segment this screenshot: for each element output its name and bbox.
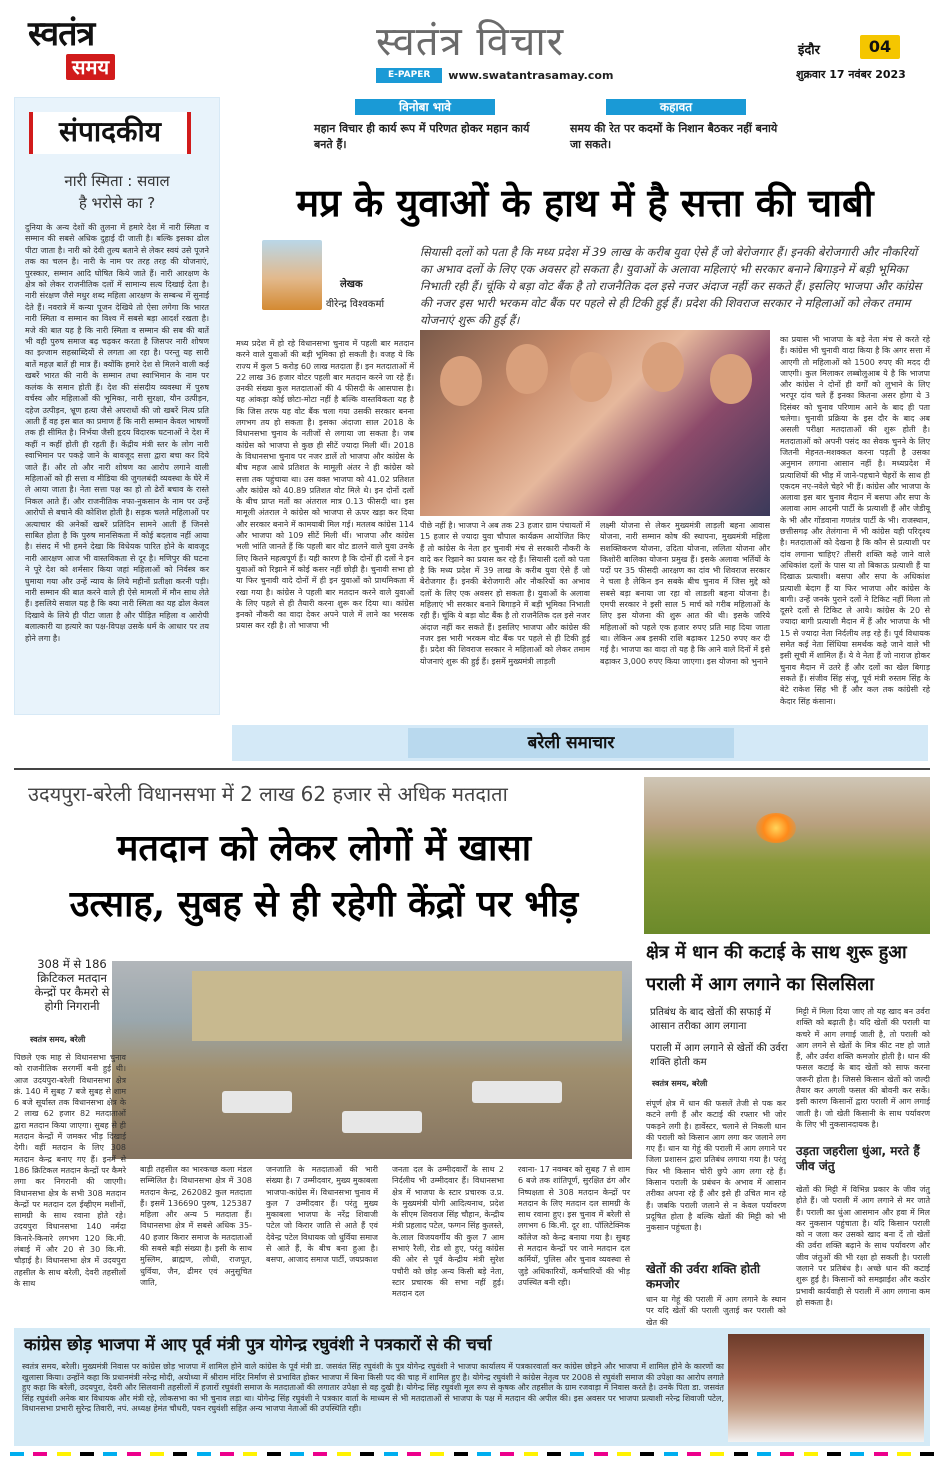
stubble-fire-photo[interactable] <box>644 777 930 934</box>
stubble-column-1: संपूर्ण क्षेत्र में धान की फसलें तेजी से पक कर कटने लगी हैं और कटाई की रफ्तार भी जोर पकड़ने लगी है। हार्वेस्टर, चलाने से निकली धान की पराली को किसान आग लगा कर जलाने लग गए हैं। धान या गेहूं की पराली में आग लगाने पर जिला प्रशासन द्वारा प्रतिबंध लगाया गया है। परंतु फिर भी किसान चोरी छुपे आग लगा रहे हैं। किसान पराली के प्रबंधन के अभाव में आसान तरीका अपना रहे हैं और इसे ही उचित मान रहे हैं। जबकि पराली जलाने से न केवल पर्यावरण प्रदूषित होता है बल्कि खेतों की मिट्टी को भी नुकसान पहुंचता है। <box>646 1099 786 1233</box>
registration-mark <box>337 1452 351 1456</box>
bottom-headline[interactable]: कांग्रेस छोड़ भाजपा में आए पूर्व मंत्री पुत्र योगेन्द्र रघुवंशी ने पत्रकारों से की चर्चा <box>24 1335 492 1354</box>
photo-vehicle <box>342 1111 422 1133</box>
registration-mark <box>80 1452 94 1456</box>
quote-tag: कहावत <box>606 99 746 115</box>
photo-vehicle <box>222 1091 292 1113</box>
registration-mark <box>780 1452 794 1456</box>
bareli-column-5: रवाना- 17 नवम्बर को सुबह 7 से शाम 6 बजे तक शांतिपूर्ण, सुरक्षित ढंग और निष्पक्षता से 308 मतदान केन्द्रों पर मतदान के लिए मतदान दल सामग्री के साथ रवाना हुए। इस चुनाव में बरेली से लगभग 6 कि.मी. दूर शा. पॉलिटेक्निक कॉलेज को केन्द्र बनाया गया है। सुबह से मतदान केन्द्रों पर जाने मतदान दल कर्मियों, पुलिस और चुनाव व्यवस्था से जुड़े अधिकारियों, कर्मचारियों की भीड़ उपस्थित बनी रही। <box>518 1165 630 1287</box>
author-photo <box>262 240 322 310</box>
registration-mark <box>617 1452 631 1456</box>
main-story-column-4: का प्रयास भी भाजपा के बड़े नेता मंच से करते रहे हैं। कांग्रेस भी चुनावी वादा किया है कि अगर सत्ता में आएगी तो महिलाओं को 1500 रुपए की मदद दी जाएगी। कुल मिलाकर लब्बोलुआब ये है कि भाजपा और कांग्रेस ने दोनों ही वर्गों को लुभाने के लिए भरपूर दांव चले हैं इनका कितना असर होगा ये 3 दिसंबर को चुनाव परिणाम आने के बाद ही पता चलेगा। चुनावी प्रक्रिया के इस दौर के बाद अब असली परीक्षा मतदाताओं की शुरू होती है। मतदाताओं को अपनी पसंद का सेवक चुनने के लिए जितनी मेहनत-मशक्कत करना पड़ती है उसका अनुमान लगाना आसान नहीं है। मध्यप्रदेश में प्रत्याशियों की भीड़ में जाने-पहचाने चेहरों के साथ ही एकदम नए-नवेले चेहरे भी हैं। कांग्रेस और भाजपा के अलावा इस बार चुनाव मैदान में बसपा और सपा के अलावा आम आदमी पार्टी के प्रत्याशी हैं और जेडीयू के भी और गोंडवाना गणतंत्र पार्टी के भी। राजस्थान, छत्तीसगढ़ और तेलंगाना में भी कांग्रेस यही परिदृश्य है। मतदाताओं को देखना है कि कौन से प्रत्याशी पर दांव लगाना चाहिए? तीसरी शक्ति कहे जाने वाले अधिकांश दलों के पास या तो बिकाऊ प्रत्याशी हैं या दिखाऊ प्रत्याशी। बसपा और सपा के अधिकांश प्रत्याशी बेदाग हैं या फिर भाजपा और कांग्रेस के बागी। उन्हें जनके पुराने दलों ने टिकिट नहीं मिला तो दूसरे दलों से टिकिट ले आये। कांग्रेस के 20 से ज्यादा बागी प्रत्याशी मैदान में हैं और भाजपा के भी 15 से ज्यादा नेता निर्दलीय लड़ रहे हैं। पूर्व विधायक समेत कई नेता सिंधिया समर्थक कहे जाने वाले भी इसी सूची में शामिल हैं। ये वे नेता हैं जो नाराज होकर चुनाव मैदान में उतरे हैं और दलों का खेल बिगाड़ सकते हैं। संजीव सिंह संजू, पूर्व मंत्री रुस्तम सिंह के बेटे राकेश सिंह भी हैं और कल तक कांग्रेसी रहे केदार सिंह कंसाना। <box>780 335 930 706</box>
registration-mark <box>710 1452 724 1456</box>
issue-date: शुक्रवार 17 नवंबर 2023 <box>796 68 906 81</box>
camera-monitoring-text: 308 में से 186 क्रिटिकल मतदान केन्द्रों पर कैमरो से होगी निगरानी <box>34 957 110 1013</box>
registration-mark <box>33 1452 47 1456</box>
registration-marks <box>10 1452 935 1458</box>
camera-monitoring-box <box>32 957 112 1013</box>
bareli-column-3: जनजाति के मतदाताओं की भारी संख्या है। 7 उम्मीदवार, मुख्य मुकाबला भाजपा-कांग्रेस में। विधानसभा चुनाव में कुल 7 उम्मीदवार हैं। परंतु मुख्य मुकाबला भाजपा के नरेंद्र शिवाजी पटेल जो किरार जाति से आते हैं एवं देवेन्द्र पटेल विधायक जो धुर्विया समाज से आते हैं, के बीच बना हुआ है। बसपा, आजाद समाज पार्टी, जयप्रकाश <box>266 1165 378 1265</box>
registration-mark <box>804 1452 818 1456</box>
registration-mark <box>477 1452 491 1456</box>
registration-mark <box>640 1452 654 1456</box>
photo-vehicle <box>472 1081 562 1103</box>
section-label: बरेली समाचार <box>408 728 734 758</box>
registration-mark <box>874 1452 888 1456</box>
photo-face <box>506 344 548 394</box>
masthead <box>0 0 945 92</box>
author-label: लेखक <box>340 279 363 290</box>
registration-mark <box>360 1452 374 1456</box>
main-story-column-2: पीछे नहीं है। भाजपा ने अब तक 23 हजार ग्राम पंचायतों में 15 हजार से ज्यादा युवा चौपाल कार्यक्रम आयोजित किए हैं तो कांग्रेस के नेता हर चुनावी मंच से सरकारी नौकरी के वादे कर रिझाने का प्रयास कर रहे हैं। सियासी दलों को पता है कि मध्य प्रदेश में 39 लाख के करीब युवा ऐसे हैं जो बेरोजगार हैं। इनकी बेरोजगारी और नौकरियों का अभाव दलों के लिए एक अवसर हो सकता है। युवाओं के अलावा महिलाएं भी सरकार बनाने बिगाड़ने में बड़ी भूमिका निभाती रही हैं। चूंकि ये बड़ा वोट बैंक है तो राजनैतिक दल इसे नजर अंदाज नहीं कर सकते हैं। इसलिए भाजपा और कांग्रेस की नजर इस भारी भरकम वोट बैंक पर पहले से ही टिकी हुई हैं। प्रदेश की शिवराज सरकार ने महिलाओं को लेकर तमाम योजनाएं शुरू की हुई हैं। इसमें मुख्यमंत्री लाड़ली <box>420 521 590 666</box>
editorial-title-line2: है भरोसे का ? <box>78 194 156 212</box>
epaper-bar <box>376 68 613 83</box>
photo-building <box>192 971 622 1041</box>
registration-mark <box>850 1452 864 1456</box>
editorial-heading: संपादकीय <box>29 112 191 154</box>
registration-mark <box>734 1452 748 1456</box>
registration-mark <box>384 1452 398 1456</box>
quote-text: समय की रेत पर कदमों के निशान बैठकर नहीं बनाये जा सकते। <box>570 122 778 151</box>
section-strip <box>232 725 928 761</box>
stubble-byline: स्वतंत्र समय, बरेली <box>652 1079 708 1088</box>
registration-mark <box>500 1452 514 1456</box>
registration-mark <box>173 1452 187 1456</box>
editorial-title-line1: नारी स्मिता : सवाल <box>64 172 170 190</box>
newspaper-logo[interactable] <box>28 14 136 86</box>
editorial-body: दुनिया के अन्य देशों की तुलना में हमारे देश में नारी स्मिता व सम्मान की सबसे अधिक दुहाई दी जाती है। बल्कि इसका ढोल पीटा जाता है। नारी को देवी तुल्य बताने से लेकर स्वयं उसे पूजने तक का चलन है। नारी के नाम पर तरह तरह की योजनाएं, पुरस्कार, सम्मान आदि घोषित किये जाते हैं। नारी आरक्षण के क्षेत्र को लेकर राजनीतिक दलों में सामान्य सत्य दिखाई देता है। नारी संरक्षण जैसे मधुर शब्द महिला आरक्षण के सम्बन्ध में सुनाई देते हैं। नवरात्रे में कन्या पूजन देखिये तो ऐसा लगेगा कि भारत नारी स्मिता व सम्मान का विश्व में सबसे बड़ा आदर्श रखता है। मजे की बात यह है कि नारी स्मिता व सम्मान की सब की बातें भी वही पुरुष समाज बढ़ चढ़कर करता है जिसपर नारी शोषण का इल्जाम सहस्राब्दियों से लगता आ रहा है। परन्तु यह सारी बातें महज़ बातें ही मात्र हैं। क्योंकि हमारे देश से मिलने वाली कई खबरें भारत की नारी के सम्मान तथा स्वाभिमान के नाम पर कलंक के समान होती हैं। देश की संसदीय व्यवस्था में पुरुष वर्चस्व और महिलाओं की भूमिका, नारी सुरक्षा, यौन उत्पीड़न, दहेज उत्पीड़न, भ्रूण हत्या जैसे अपराधों की जो खबरें नित्य प्रति आती हैं वह इस बात का प्रमाण हैं कि नारी सम्मान केवल भाषणों तक ही सीमित है। निर्भया जैसी हृदय विदारक घटनाओं ने देश में कहीं न कहीं होती ही रहती हैं। केंद्रीय मंत्री स्तर के लोग नारी स्वाभिमान पर पकड़े जाने के बावजूद सत्ता द्वारा बचा कर दिये जाते हैं। और तो और नारी शोषण का आरोप लगाने वाली महिलाओं को ही सत्ता व मीडिया की जुगलबंदी व्यवस्था के घेरे में ले आया जाता है। नेता सत्ता पक्ष का हो तो ढेरों बचाव के रास्ते निकल आते हैं। और राजनीतिक नफा-नुकसान के नाम पर उन्हें आरोपों से बचाने की कोशिश होती है। सड़क चलते महिलाओं पर अत्याचार की अनेकों खबरें प्रतिदिन सामने आती हैं जिनसे साबित होता है कि पुरुष मानसिकता में कोई बदलाव नहीं आया है। संसद में भी हमने देखा कि विधेयक पारित होने के बावजूद नारी आरक्षण आज भी वास्तविकता से दूर है। मणिपुर की घटना ने पूरे देश को शर्मसार किया जहां महिलाओं को निर्वस्त्र कर घुमाया गया और उन्हें न्याय के लिये महीनों प्रतीक्षा करनी पड़ी। नारी सम्मान की बात करने वाले ही ऐसे मामलों में मौन साध लेते हैं। इसलिये सवाल यह है कि क्या नारी स्मिता का यह ढोल केवल दिखावे के लिये ही पीटा जाता है और पीड़ित महिला व आरोपी बलात्कारी या हत्यारे का पक्ष-विपक्ष उसके धर्म के आधार पर तय होने लगा है। <box>25 223 209 643</box>
stubble-headline[interactable] <box>646 937 932 1001</box>
logo-line2: समय <box>66 54 115 80</box>
stubble-headline-line1: क्षेत्र में धान की कटाई के साथ शुरू हुआ <box>646 942 907 963</box>
stubble-column-2: मिट्टी में मिला दिया जाए तो यह खाद बन उर्वरा शक्ति को बढ़ाती है। यदि खेतों की पराली या कचरे में आग लगाई जाती है, तो पराली को आग लगने से खेतों के मित्र कीट नष्ट हो जाते हैं, और उर्वरा शक्ति कमजोर होती है। धान की फसल कटाई के बाद खेतों को साफ करना जरूरी होता है। जिससे किसान खेतों को जल्दी तैयार कर अगली फसल की बोवनी कर सकें। इसी कारण किसानों द्वारा पराली में आग लगाई जाती है। जो खेती किसानी के साथ पर्यावरण के लिए भी नुकसानदायक है। <box>796 1007 930 1129</box>
registration-mark <box>127 1452 141 1456</box>
bareli-headline-line1: मतदान को लेकर लोगों में खासा <box>116 827 532 869</box>
polling-station-photo[interactable] <box>112 961 632 1159</box>
registration-mark <box>454 1452 468 1456</box>
registration-mark <box>313 1452 327 1456</box>
bareli-column-2: बाड़ी तहसील का भारकच्छ कला मंडल सम्मिलित है। विधानसभा क्षेत्र में 308 मतदान केन्द्र, 262082 कुल मतदाता हैं। इसमें 136690 पुरुष, 125387 महिला और अन्य 5 मतदाता हैं। विधानसभा क्षेत्र में सबसे अधिक 35-40 हजार किरार समाज के मतदाताओं की सबसे बड़ी संख्या है। इसी के साथ मुस्लिम, ब्राह्मण, लोधी, राजपूत, धुर्विया, जैन, ढीमर एवं अनुसूचित जाति, <box>140 1165 252 1287</box>
quote-text: महान विचार ही कार्य रूप में परिणत होकर महान कार्य बनते हैं। <box>314 122 530 151</box>
bareli-column-1: पिछले एक माह से विधानसभा चुनाव को राजनीतिक सरगर्मी बनी हुई थी। आज उदयपुरा-बरेली विधानसभा क्षेत्र क्रं. 140 में सुबह 7 बजे सुबह से शाम 6 बजे सूर्यास्त तक विधानसभा क्षेत्र के 2 लाख 62 हजार 82 मतदाताओं द्वारा मतदान किया जाएगा। सुबह से ही मतदान केन्द्रों में जमकर भीड़ दिखाई देगी। वहीं मतदान के लिए 308 मतदान केन्द्र बनाए गए हैं। इनमें से 186 क्रिटिकल मतदान केन्द्रों पर कैमरे लगा कर निगरानी की जाएगी। विधानसभा क्षेत्र के सभी 308 मतदान केन्द्रों पर मतदान दल ईव्हीएम मशीनों, सामग्री के साथ रवाना होते रहे। उदयपुरा विधानसभा 140 नर्मदा किनारे-किनारे लगभग 120 कि.मी. लंबाई में और 20 से 30 कि.मी. चौड़ाई है। विधानसभा क्षेत्र में उदयपुरा तहसील के साथ बरेली, देवरी तहसीलों के साथ <box>14 1053 126 1288</box>
stubble-subhead-2: उड़ता जहरीला धुंआ, मरते हैं जीव जंतु <box>796 1144 920 1173</box>
registration-mark <box>570 1452 584 1456</box>
quote-tag: विनोबा भावे <box>355 99 495 115</box>
registration-mark <box>827 1452 841 1456</box>
registration-mark <box>897 1452 911 1456</box>
registration-mark <box>687 1452 701 1456</box>
stubble-subhead-1: खेतों की उर्वरा शक्ति होती कमजोर <box>646 1262 761 1291</box>
quote-box-proverb <box>566 99 786 159</box>
photo-face <box>570 352 612 402</box>
photo-face <box>440 356 482 406</box>
registration-mark <box>197 1452 211 1456</box>
bottom-story-body: स्वतंत्र समय, बरेली। मुख्यमंत्री निवास पर कांग्रेस छोड़ भाजपा में शामिल होने वाले कांग्रेस के पूर्व मंत्री डा. जसवंत सिंह रघुवंशी के पुत्र योगेन्द्र रघुवंशी ने भाजपा कार्यालय में पत्रकारवार्ता कर कांग्रेस छोड़ने और भाजपा में शामिल होने के कारणों का खुलासा किया। उन्होंने कहा कि प्रधानमंत्री नरेन्द्र मोदी, अयोध्या में श्रीराम मंदिर निर्माण से प्रभावित होकर भाजपा में बिना किसी पद की चाह में शामिल हुए है। योगेन्द्र रघुवंशी ने कांग्रेस नेतृत्व पर 2008 से रघुवंशी समाज की उपेक्षा का आरोप लगाते हुए कहा कि बरेली, उदयपुरा, देवरी और सिलवानी तहसीलों में हजारों रघुवंशी समाज के मतदाताओं की लगातार उपेक्षा से वह दुखी है। योगेन्द्र सिंह रघुवंशी मूल रूप से कृषक और तहसील के ग्राम रजवाड़ा में निवास करते है। उनके पिता डा. जसवंत सिंह रघुवंशी अनेक बार विधायक और मंत्री रहे, लोकसभा का भी चुनाव लड़ा था। योगेन्द्र सिंह रघुवंशी ने पत्रकार वार्ता के माध्यम से भी मतदाताओं से भाजपा के पक्ष में मतदान की अपील की। इस अवसर पर भाजपा प्रत्याशी नरेन्द्र शिवाजी पटेल, विधानसभा प्रभारी सुरेन्द्र तिवारी, नपं. अध्यक्ष हेमंत चौधरी, पवन रघुवंशी सहित अन्य भाजपा नेताओं की उपस्थिति रही। <box>22 1362 724 1413</box>
registration-mark <box>920 1452 934 1456</box>
registration-mark <box>57 1452 71 1456</box>
page-title: स्वतंत्र विचार <box>376 19 565 65</box>
bareli-kicker: उदयपुरा-बरेली विधानसभा में 2 लाख 62 हजार से अधिक मतदाता <box>28 782 508 806</box>
main-story-column-1: मध्य प्रदेश में हो रहे विधानसभा चुनाव में पहली बार मतदान करने वाले युवाओं की बड़ी भूमिका हो सकती है। वजह ये कि राज्य में कुल 5 करोड़ 60 लाख मतदाता हैं। इन मतदाताओं में 22 लाख 36 हजार वोटर पहली बार मतदान करने जा रहे हैं। उनकी संख्या कुल मतदाताओं की 4 फीसदी के आसपास है। यह आंकड़ा कोई छोटा-मोटा नहीं है बल्कि वास्तविकता यह है कि जिस तरफ यह वोट बैंक चला गया उसकी सरकार बनना लगभग तय हो सकता है। इसका अंदाजा साल 2018 के विधानसभा चुनाव के नतीजों से लगाया जा सकता है। जब कांग्रेस को भाजपा से कुछ ही सीटें ज्यादा मिली थीं। 2018 के विधानसभा चुनाव पर नजर डालें तो भाजपा और कांग्रेस के बीच महज आधे प्रतिशत के मामूली अंतर ने ही कांग्रेस को सत्ता तक पहुंचाया था। उस वक्त भाजपा को 41.02 प्रतिशत और कांग्रेस को 40.89 प्रतिशत वोट मिले थे। इन दोनों दलों के बीच प्राप्त मतों का अंतराल मात्र 0.13 फीसदी था। इस मामूली अंतराल ने कांग्रेस को भाजपा से ऊपर खड़ा कर दिया और सरकार बनाने में कामयाबी मिल गई। मतलब कांग्रेस 114 और भाजपा को 109 सीटें मिली थीं। भाजपा और कांग्रेस भली भांति जानते हैं कि पहली बार वोट डालने वाले युवा उनके लिए कितने महत्वपूर्ण हैं। यही कारण है कि दोनों ही दलों ने इन युवाओं को रिझाने में कोई कसर नहीं छोड़ी है। चुनावी सभा हो या फिर चुनावी वादे दोनों में ही इन युवाओं को प्राथमिकता में रखा गया है। कांग्रेस ने पहली बार मतदान करने वाले युवाओं के लिए पहले से ही तैयारी करना शुरू कर दिया था। कांग्रेस इनको नौकरी का वादा देकर अपने पाले में लाने का भरसक प्रयास कर रही है। तो भाजपा भी <box>236 339 414 631</box>
photo-fire <box>756 813 796 843</box>
main-headline[interactable]: मप्र के युवाओं के हाथ में है सत्ता की चाबी <box>296 180 874 225</box>
registration-mark <box>757 1452 771 1456</box>
stubble-headline-line2: पराली में आग लगाने का सिलसिला <box>646 974 874 995</box>
photo-face <box>642 342 684 392</box>
section-divider <box>14 768 930 770</box>
main-story-column-3: लक्ष्मी योजना से लेकर मुख्यमंत्री लाड़ली बहना आवास योजना, नारी सम्मान कोष की स्थापना, मुख्यमंत्री महिला सशक्तिकरण योजना, उदिता योजना, ललिता योजना और किशोरी बालिका योजना प्रमुख हैं। इसके अलावा भर्तियों के पदों पर 35 फीसदी आरक्षण का दांव भी शिवराज सरकार ने चला है लेकिन इन सबके बीच चुनाव में जिस मुद्दे को सबसे बड़ा बनाया जा रहा वो लाडली बहना योजना है। एमपी सरकार ने इसी साल 5 मार्च को गरीब महिलाओं के लिए इस योजना की शुरू आत की थी। इसके जरिये महिलाओं को पहले एक हजार रुपए प्रति माह दिया जाता था। लेकिन अब इसकी राशि बढ़ाकर 1250 रुपए कर दी गई है। भाजपा का वादा तो यह है कि आने वाले दिनों में इसे बढ़ाकर 3,000 रुपए किया जाएगा। इस योजना को भुनाने <box>600 521 770 666</box>
bareli-column-4: जनता दल के उम्मीदवार्रों के साथ 2 निर्दलीय भी उम्मीदवार हैं। विधानसभा क्षेत्र में भाजपा के स्टार प्रचारक उ.प्र. के मुख्यमंत्री योगी आदित्यनाथ, प्रदेश के सीएम शिवराज सिंह चौहान, केन्द्रीय मंत्री प्रहलाद पटेल, फग्गन सिंह कुलस्ते, के.लाल विजयवर्गीय की कुल 7 आम सभाएं रैली, रोड शो हुए, परंतु कांग्रेस की ओर से पूर्व केन्द्रीय मंत्री सुरेश पचौरी को छोड़ अन्य किसी बड़े नेता, स्टार प्रचारक की सभा नहीं हुई। मतदान दल <box>392 1165 504 1299</box>
registration-mark <box>524 1452 538 1456</box>
registration-mark <box>10 1452 24 1456</box>
stubble-bullets <box>650 1006 795 1078</box>
stubble-column-2b: खेतों की मिट्टी में विभिन्न प्रकार के जीव जंतु होते हैं। जो पराली में आग लगाने से मर जाते हैं। पराली का धुंआ आसमान और हवा में मिल कर नुकसान पहुंचाता है। यदि किसान पराली को न जला कर उसको खाद बना दें तो खेतों की उर्वरा शक्ति बढ़ाने के साथ पर्यावरण और जीव जंतुओं की भी रक्षा हो सकती है। पराली जलाने पर प्रतिबंध है। अच्छे धान की कटाई शुरू हुई है। किसानों को समझाईश और कठोर प्रभावी कार्यवाही से पराली में आग लगाना कम हो सकता है। <box>796 1185 930 1307</box>
registration-mark <box>430 1452 444 1456</box>
registration-mark <box>290 1452 304 1456</box>
bareli-headline-line2: उत्साह, सुबह से ही रहेगी केंद्रों पर भीड़ <box>69 883 579 925</box>
registration-mark <box>407 1452 421 1456</box>
logo-line1: स्वतंत्र <box>28 14 95 54</box>
photo-face <box>710 354 752 404</box>
editorial-column <box>14 97 220 715</box>
registration-mark <box>594 1452 608 1456</box>
website-link[interactable]: www.swatantrasamay.com <box>448 69 614 82</box>
registration-mark <box>547 1452 561 1456</box>
stubble-bullet: पराली में आग लगाने से खेतों की उर्वरा शक्ति होती कम <box>650 1043 788 1068</box>
quote-box-vinoba <box>310 99 540 159</box>
page-number-badge: 04 <box>860 35 900 59</box>
bareli-byline: स्वतंत्र समय, बरेली <box>30 1035 86 1044</box>
registration-mark <box>103 1452 117 1456</box>
main-story-intro: सियासी दलों को पता है कि मध्य प्रदेश में 39 लाख के करीब युवा ऐसे हैं जो बेरोजगार हैं। इनकी बेरोजगारी और नौकरियों का अभाव दलों के लिए एक अवसर हो सकता है। युवाओं के अलावा महिलाएं भी सरकार बनाने बिगाड़ने में बड़ी भूमिका निभाती रही हैं। चूंकि ये बड़ा वोट बैंक है तो राजनैतिक दल इसे नजर अंदाज नहीं कर सकते हैं। इसलिए भाजपा और कांग्रेस की नजर इस भारी भरकम वोट बैंक पर पहले से ही टिकी हुई हैं। प्रदेश की शिवराज सरकार ने महिलाओं को लेकर तमाम योजनाएं शुरू की हुई हैं। <box>420 245 922 327</box>
editorial-title <box>15 170 219 214</box>
registration-mark <box>243 1452 257 1456</box>
author-name: वीरेन्द्र विश्वकर्मा <box>326 299 385 310</box>
registration-mark <box>664 1452 678 1456</box>
stubble-bullet: प्रतिबंध के बाद खेतों की सफाई में आसान तरीका आग लगाना <box>650 1007 771 1032</box>
edition-city: इंदौर <box>798 43 820 58</box>
voters-photo[interactable] <box>420 330 770 516</box>
bareli-headline[interactable] <box>14 820 634 932</box>
registration-mark <box>267 1452 281 1456</box>
registration-mark <box>220 1452 234 1456</box>
registration-mark <box>150 1452 164 1456</box>
press-conference-photo[interactable] <box>728 1334 924 1442</box>
epaper-tag: E-PAPER <box>376 68 442 83</box>
stubble-column-1b: धान या गेहूं की पराली में आग लगाने के स्थान पर यदि खेतों की पराली जुताई कर पराली को खेत की <box>646 1295 786 1327</box>
